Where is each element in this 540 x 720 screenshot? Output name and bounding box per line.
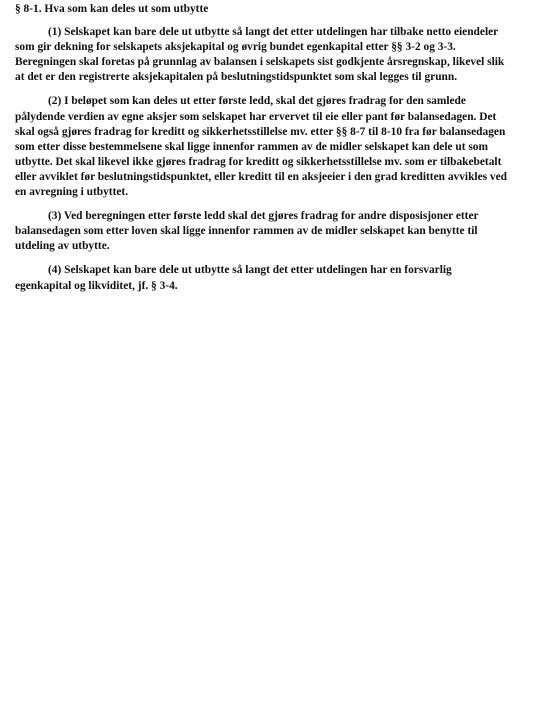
paragraph-2: (2) I beløpet som kan deles ut etter første ledd, skal det gjøres fradrag for den samlede pålydende verdien av egne aksjer som selskapet har ervervet til eie eller pant før balansedagen. Det skal også gjøres fradrag for kreditt og sikkerhetsstillelse mv. etter §§ 8-7 til 8-10 fra før balansedagen som etter disse bestemmelsene skal ligge innenfor rammen av de midler selskapet kan dele ut som utbytte. Det skal likevel ikke gjøres fradrag for kreditt og sikkerhetsstillelse mv. som er tilbakebetalt eller avviklet før beslutningstidspunktet, eller kreditt til en aksjeeier i den grad kreditten avvikles ved en avregning i utbyttet. (15, 95, 508, 199)
paragraph-3: (3) Ved beregningen etter første ledd skal det gjøres fradrag for andre disposisjoner etter balansedagen som etter loven skal ligge innenfor rammen av de midler selskapet kan benytte til utdeling av utbytte. (15, 210, 479, 253)
document-page (15, 2, 507, 303)
paragraph-1: (1) Selskapet kan bare dele ut utbytte så langt det etter utdelingen har tilbake netto eiendeler som gir dekning for selskapets aksjekapital og øvrig bundet egenkapital etter §§ 3-2 og 3-3. Beregningen skal foretas på grunnlag av balansen i selskapets sist godkjente årsregnskap, likevel slik at det er den registrerte aksjekapitalen på beslutningstidspunktet som skal legges til grunn. (15, 26, 505, 84)
paragraph-4: (4) Selskapet kan bare dele ut utbytte så langt det etter utdelingen har en forsvarlig egenkapital og likviditet, jf. § 3-4. (15, 264, 452, 292)
section-heading: § 8-1. Hva som kan deles ut som utbytte (15, 3, 209, 15)
